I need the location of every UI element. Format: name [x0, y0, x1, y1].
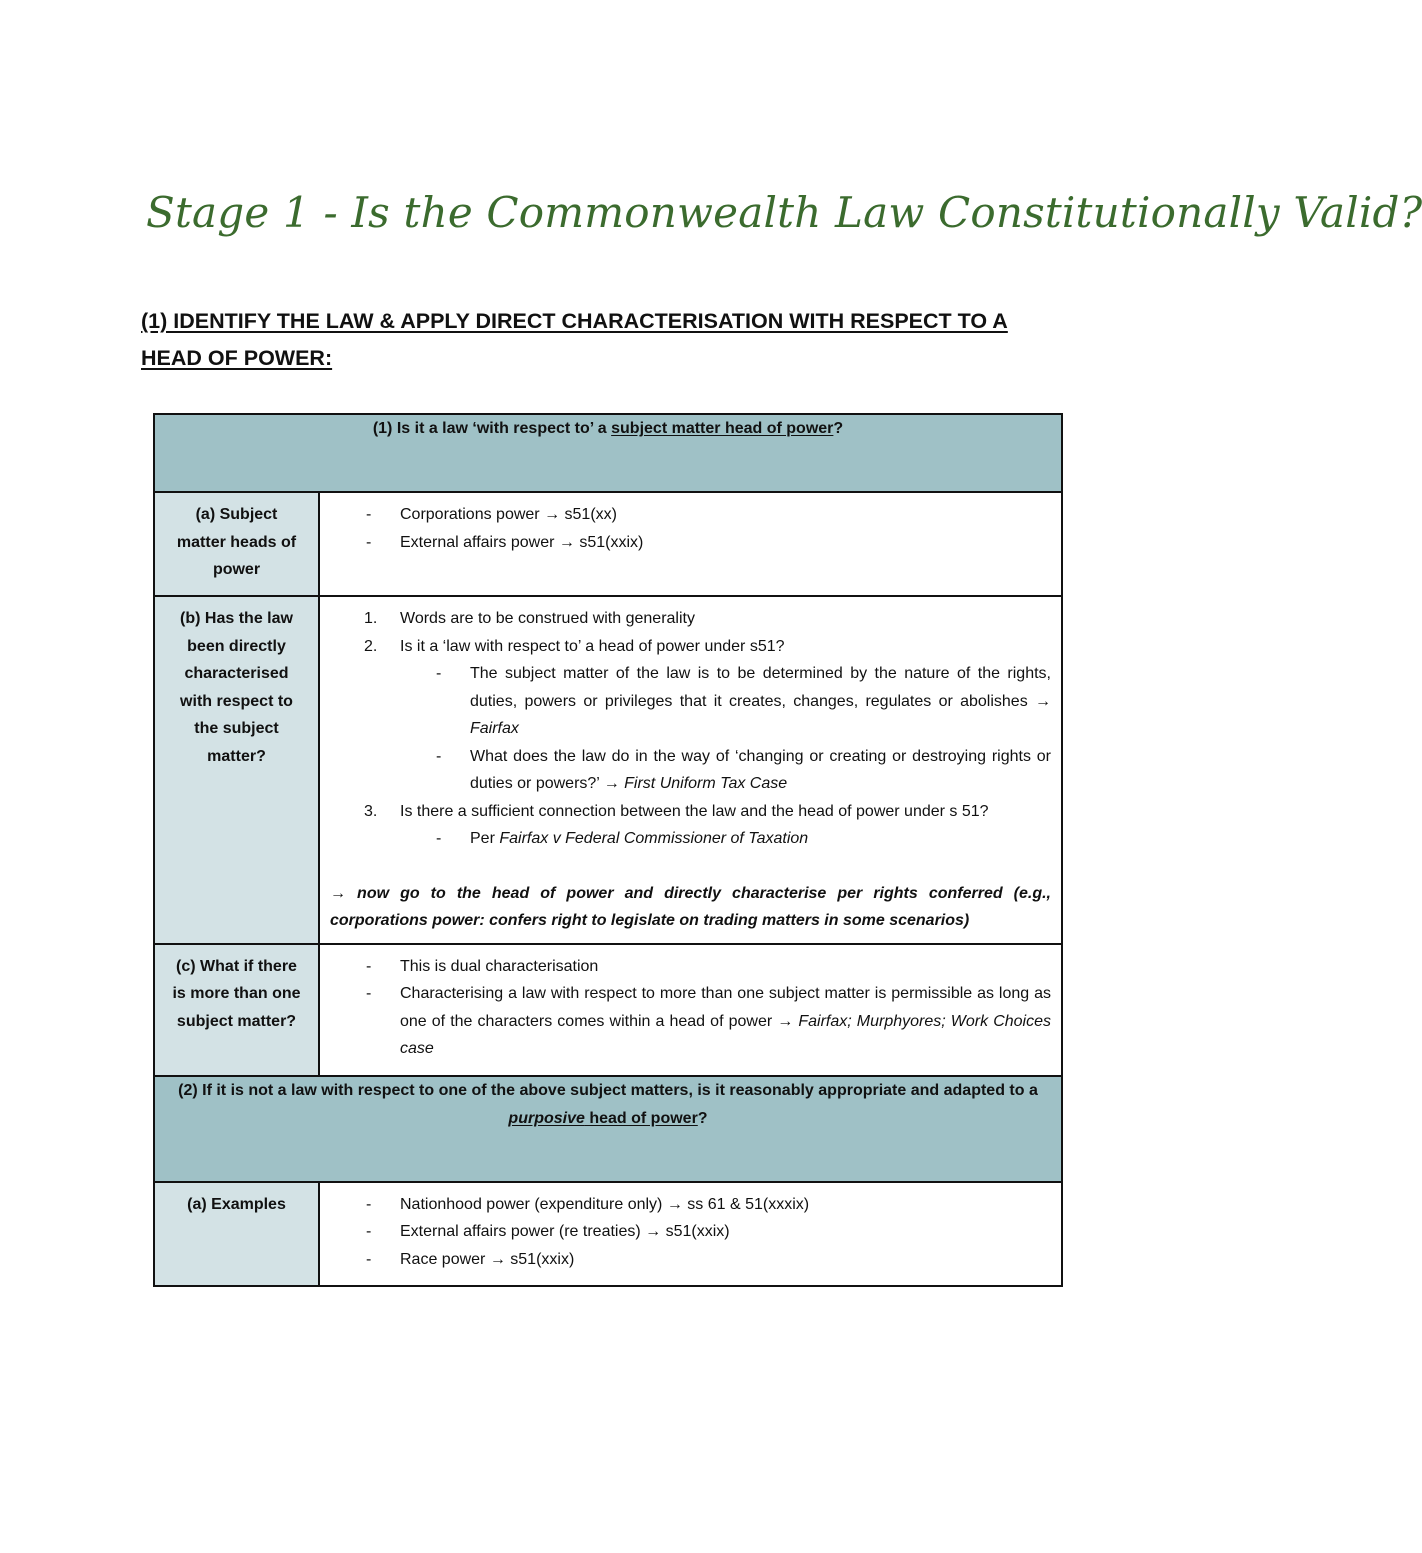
case-citation: Fairfax v Federal Commissioner of Taxation	[499, 830, 809, 847]
list-item: - External affairs power → s51(xxix)	[330, 529, 1051, 557]
header-cell: (1) Is it a law ‘with respect to’ a subject matter head of power?	[154, 414, 1062, 492]
conclusion-note: → now go to the head of power and directly characterise per rights conferred (e.g., corporations power: confers right to legislate on trading matters in some scenarios)	[330, 884, 1051, 929]
header-cell: (2) If it is not a law with respect to one of the above subject matters, is it reasonably appropriate and adapted to a purposive head of power?	[154, 1076, 1062, 1182]
list-item: - Per Fairfax v Federal Commissioner of Taxation	[330, 825, 1051, 853]
case-citation: Fairfax	[470, 720, 519, 737]
sub-list	[330, 660, 1051, 798]
list-item: - The subject matter of the law is to be determined by the nature of the rights, duties, powers or privileges that it creates, changes, regulates or abolishes → Fairfax	[330, 660, 1051, 743]
row-content-dual-characterisation	[319, 944, 1062, 1076]
sub-list	[330, 825, 1051, 853]
section-heading: (1) IDENTIFY THE LAW & APPLY DIRECT CHARACTERISATION WITH RESPECT TO A HEAD OF POWER:	[141, 309, 1008, 370]
case-citation: Fairfax; Murphyores; Work Choices case	[400, 1012, 1051, 1057]
list-item: - Corporations power → s51(xx)	[330, 501, 1051, 529]
row-label-direct-characterisation: (b) Has the law been directly characterised with respect to the subject matter?	[154, 596, 319, 944]
list-item: 1. Words are to be construed with generality	[364, 610, 695, 627]
row-label-subject-matter-heads: (a) Subject matter heads of power	[154, 492, 319, 596]
table-row	[154, 1182, 1062, 1286]
list-item: - Nationhood power (expenditure only) → ss 61 & 51(xxxix)	[330, 1191, 1051, 1219]
header-question-text: (2) If it is not a law with respect to one of the above subject matters, is it reasonably appropriate and adapted to a	[178, 1081, 1038, 1099]
list-item: - External affairs power (re treaties) → s51(xxix)	[330, 1218, 1051, 1246]
table-header-purposive	[154, 1076, 1062, 1182]
row-label-examples: (a) Examples	[154, 1182, 319, 1286]
list-item: - This is dual characterisation	[330, 953, 1051, 981]
table-header-subject-matter	[154, 414, 1062, 492]
characterisation-table	[153, 413, 1063, 1287]
table-row	[154, 596, 1062, 944]
list-item: - Race power → s51(xxix)	[330, 1246, 1051, 1274]
row-content-direct-characterisation	[319, 596, 1062, 944]
page-title: Stage 1 - Is the Commonwealth Law Constitutionally Valid?	[146, 188, 1422, 237]
header-underlined-text: purposive head of power	[508, 1109, 698, 1127]
list-item: - Characterising a law with respect to more than one subject matter is permissible as long as one of the characters comes within a head of power → Fairfax; Murphyores; Work Choices case	[330, 980, 1051, 1063]
table-row	[154, 492, 1062, 596]
row-label-dual-characterisation: (c) What if there is more than one subject matter?	[154, 944, 319, 1076]
header-underlined-text: subject matter head of power	[611, 420, 834, 437]
numbered-list	[330, 605, 1051, 853]
row-content-subject-matter-heads	[319, 492, 1062, 596]
header-question-text: (1) Is it a law ‘with respect to’ a	[372, 420, 612, 437]
list-item: 2. Is it a ‘law with respect to’ a head of power under s51? - The subject matter of the law is to be determined by the nature of the rights, duties, powers or privileges that it creates, changes, regulates or abolishes → Fairfax - What does the law do in the way of ‘changing or creating or destroying rights or duties or powers?’ → First Uniform Tax Case	[330, 633, 1051, 798]
row-content-examples	[319, 1182, 1062, 1286]
list-item: - What does the law do in the way of ‘changing or creating or destroying rights or duties or powers?’ → First Uniform Tax Case	[330, 743, 1051, 798]
list-item: 3. Is there a sufficient connection between the law and the head of power under s 51? - Per Fairfax v Federal Commissioner of Taxation	[330, 798, 1051, 853]
dash-list	[330, 953, 1051, 1063]
table-row	[154, 944, 1062, 1076]
case-citation: First Uniform Tax Case	[624, 775, 788, 792]
dash-list	[330, 1191, 1051, 1274]
dash-list	[330, 501, 1051, 556]
